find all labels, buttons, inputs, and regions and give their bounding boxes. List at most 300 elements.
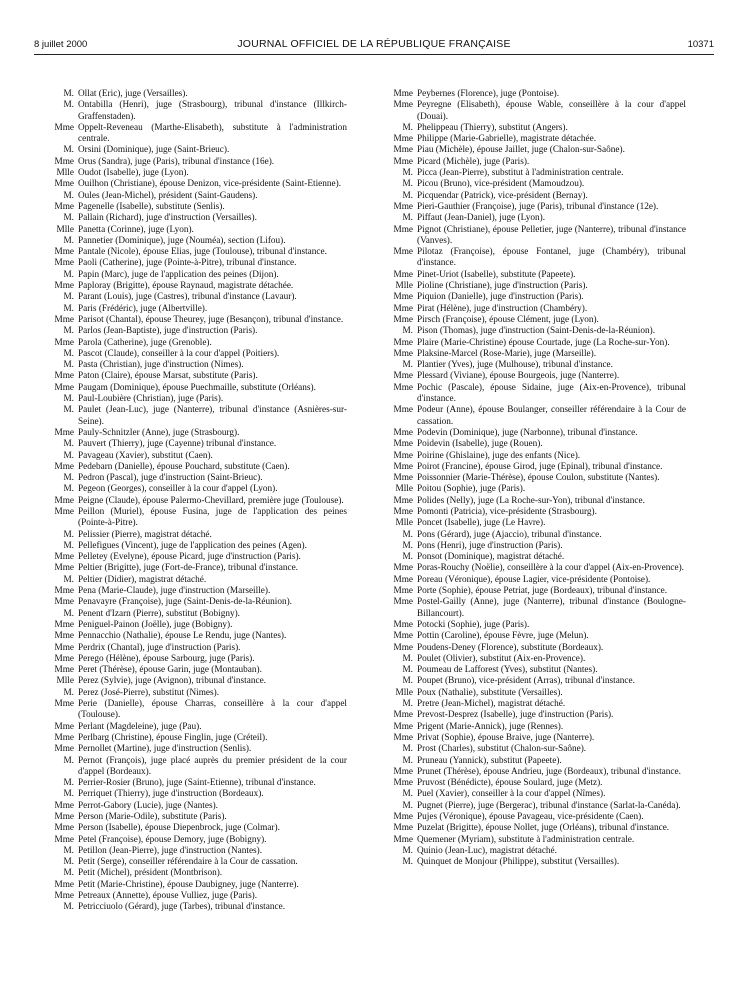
list-item (381, 552, 686, 563)
honorific: M. (63, 789, 74, 800)
entry-text: Perez (Sylvie), juge (Avignon), tribunal d'instance. (78, 676, 266, 687)
list-item (42, 857, 347, 868)
list-item (42, 439, 347, 450)
honorific: M. (63, 755, 74, 766)
list-item (42, 349, 347, 360)
list-item (381, 688, 686, 699)
list-item (42, 360, 347, 371)
entry-text: Pioline (Christiane), juge d'instruction (Paris). (417, 281, 588, 292)
entry-text: Picca (Jean-Pierre), substitut à l'administration centrale. (417, 168, 624, 179)
honorific: Mme (54, 812, 74, 822)
entry-text: Perlbarg (Christine), épouse Finglin, juge (Créteil). (78, 732, 268, 743)
entry-text: Prevost-Desprez (Isabelle), juge d'instruction (Paris). (417, 710, 614, 721)
list-item (381, 326, 686, 337)
entry-text: Prigent (Marie-Annick), juge (Rennes). (417, 721, 564, 732)
honorific: M. (63, 439, 74, 450)
honorific: Mme (393, 732, 413, 743)
entry-text: Perez (José-Pierre), substitut (Nimes). (78, 687, 220, 698)
list-item (381, 631, 686, 642)
entry-text: Picquendar (Patrick), vice-président (Bernay). (417, 190, 588, 201)
honorific: M. (402, 653, 413, 664)
entry-text: Perrier-Rosier (Bruno), juge (Saint-Etienne), tribunal d'instance. (78, 778, 316, 789)
honorific: M. (402, 755, 413, 766)
honorific: Mme (393, 812, 413, 822)
entry-text: Parola (Catherine), juge (Grenoble). (78, 337, 212, 348)
list-item (381, 349, 686, 360)
honorific: Mme (393, 145, 413, 156)
entry-text: Poudens-Deney (Florence), substitute (Bordeaux). (417, 642, 604, 653)
honorific: Mme (393, 314, 413, 325)
entry-text: Pelissier (Pierre), magistrat détaché. (78, 529, 212, 540)
list-item (42, 236, 347, 247)
list-item (42, 801, 347, 812)
entry-text: Pons (Henri), juge d'instruction (Paris). (417, 540, 563, 551)
honorific: M. (402, 122, 413, 133)
list-item (42, 281, 347, 292)
entry-text: Pomonti (Patricia), vice-présidente (Strasbourg). (417, 506, 597, 517)
honorific: Mme (54, 699, 74, 710)
entry-text: Pannetier (Dominique), juge (Nouméa), section (Lifou). (78, 235, 286, 246)
list-item (381, 586, 686, 597)
entry-text: Pignot (Christiane), épouse Pelletier, juge (Nanterre), tribunal d'instance (Vanves). (417, 224, 686, 246)
entry-text: Petreaux (Annette), épouse Vulliez, juge (Paris). (78, 891, 258, 902)
entry-text: Panetta (Corinne), juge (Lyon). (78, 224, 194, 235)
list-item (381, 428, 686, 439)
list-item (42, 823, 347, 834)
entry-text: Perrot-Gabory (Lucie), juge (Nantes). (78, 800, 218, 811)
entry-text: Petit (Serge), conseiller référendaire à la Cour de cassation. (78, 857, 298, 868)
entry-text: Pedron (Pascal), juge d'instruction (Saint-Brieuc). (78, 473, 263, 484)
list-item (381, 676, 686, 687)
list-item (42, 631, 347, 642)
list-item (381, 360, 686, 371)
honorific: M. (63, 326, 74, 337)
list-item (42, 789, 347, 800)
entry-text: Pirsch (Françoise), épouse Clément, juge (Lyon). (417, 314, 599, 325)
entry-text: Poitou (Sophie), juge (Paris). (417, 484, 526, 495)
honorific: Mme (54, 122, 74, 133)
list-item (381, 473, 686, 484)
list-item (381, 123, 686, 134)
entry-text: Pegeon (Georges), conseiller à la cour d'appel (Lyon). (78, 484, 278, 495)
right-column (381, 89, 686, 868)
honorific: Mme (54, 665, 74, 676)
list-item (42, 902, 347, 913)
honorific: Mme (54, 382, 74, 393)
entry-text: Pedebarn (Danielle), épouse Pouchard, substitute (Caen). (78, 461, 290, 472)
entry-text: Pagenelle (Isabelle), substitute (Senlis). (78, 201, 225, 212)
entry-text: Quinquet de Monjour (Philippe), substitut (Versailles). (417, 857, 620, 868)
list-item (381, 530, 686, 541)
entry-text: Poupet (Bruno), vice-président (Arras), tribunal d'instance. (417, 676, 635, 687)
entry-text: Potocki (Sophie), juge (Paris). (417, 619, 530, 630)
list-item (381, 89, 686, 100)
list-item (381, 202, 686, 213)
entry-text: Person (Marie-Odile), substitute (Paris). (78, 812, 227, 822)
list-item (42, 541, 347, 552)
list-item (42, 473, 347, 484)
list-item (381, 371, 686, 382)
honorific: Mme (393, 778, 413, 789)
list-item (381, 462, 686, 473)
honorific: M. (63, 303, 74, 314)
list-item (42, 292, 347, 303)
entry-text: Parant (Louis), juge (Castres), tribunal d'instance (Lavaur). (78, 292, 297, 303)
list-item (381, 575, 686, 586)
entry-text: Plaksine-Marcel (Rose-Marie), juge (Marseille). (417, 348, 597, 359)
honorific: M. (63, 100, 74, 111)
entry-text: Polides (Nelly), juge (La Roche-sur-Yon), tribunal d'instance. (417, 495, 645, 506)
honorific: M. (402, 529, 413, 540)
honorific: M. (63, 360, 74, 371)
honorific: M. (63, 292, 74, 303)
list-item (42, 394, 347, 405)
list-item (381, 756, 686, 767)
entry-text: Pena (Marie-Claude), juge d'instruction (Marseille). (78, 586, 271, 597)
honorific: M. (402, 857, 413, 868)
list-item (42, 609, 347, 620)
list-item (42, 145, 347, 156)
list-item (381, 405, 686, 428)
entry-text: Poirot (Francine), épouse Girod, juge (Epinal), tribunal d'instance. (417, 461, 663, 472)
list-item (42, 428, 347, 439)
honorific: M. (402, 699, 413, 710)
entry-text: Parisot (Chantal), épouse Theurey, juge (Besançon), tribunal d'instance. (78, 314, 344, 325)
entry-text: Pruneau (Yannick), substitut (Papeete). (417, 755, 562, 766)
honorific: M. (63, 213, 74, 224)
list-item (42, 315, 347, 326)
journal-title: JOURNAL OFFICIEL DE LA RÉPUBLIQUE FRANÇAISE (237, 38, 511, 50)
list-item (381, 846, 686, 857)
entry-text: Podeur (Anne), épouse Boulanger, conseiller référendaire à la Cour de cassation. (417, 405, 686, 427)
entry-text: Peybernes (Florence), juge (Pontoise). (417, 89, 560, 99)
entry-text: Podevin (Dominique), juge (Narbonne), tribunal d'instance. (417, 427, 638, 438)
list-item (42, 507, 347, 530)
honorific: M. (402, 676, 413, 687)
honorific: Mlle (395, 518, 413, 529)
entry-text: Penent d'Izarn (Pierre), substitut (Bobigny). (78, 608, 240, 619)
list-item (42, 462, 347, 473)
entry-text: Pruvost (Bénédicte), épouse Soulard, juge (Metz). (417, 778, 603, 789)
honorific: Mlle (395, 484, 413, 495)
list-item (381, 722, 686, 733)
entry-text: Privat (Sophie), épouse Braive, juge (Nanterre). (417, 732, 595, 743)
entry-text: Poreau (Véronique), épouse Lagier, vice-présidente (Pontoise). (417, 574, 651, 585)
honorific: Mme (54, 879, 74, 890)
entry-text: Pelletey (Evelyne), épouse Picard, juge d'instruction (Paris). (78, 552, 301, 563)
entry-text: Pochic (Pascale), épouse Sidaine, juge (Aix-en-Provence), tribunal d'instance. (417, 382, 686, 405)
entry-text: Ponsot (Dominique), magistrat détaché. (417, 552, 565, 563)
honorific: Mme (54, 247, 74, 258)
entry-text: Porte (Sophie), épouse Petriat, juge (Bordeaux), tribunal d'instance. (417, 586, 668, 597)
entry-text: Pascot (Claude), conseiller à la cour d'appel (Poitiers). (78, 348, 280, 359)
entry-text: Poissonnier (Marie-Thérèse), épouse Coulon, substitute (Nantes). (417, 473, 660, 484)
list-item (42, 733, 347, 744)
list-item (42, 213, 347, 224)
honorific: Mlle (395, 281, 413, 292)
list-item (42, 89, 347, 100)
honorific: Mme (54, 834, 74, 845)
honorific: M. (63, 540, 74, 551)
list-item (42, 744, 347, 755)
list-item (381, 507, 686, 518)
honorific: Mme (54, 563, 74, 574)
list-item (42, 225, 347, 236)
entry-text: Puzelat (Brigitte), épouse Nollet, juge (Orléans), tribunal d'instance. (417, 823, 670, 834)
list-item (42, 484, 347, 495)
issue-date: 8 juillet 2000 (34, 39, 88, 50)
entry-text: Perlant (Magdeleine), juge (Pau). (78, 721, 202, 732)
entry-text: Perego (Hélène), épouse Sarbourg, juge (Paris). (78, 653, 255, 664)
honorific: M. (63, 608, 74, 619)
honorific: M. (63, 473, 74, 484)
list-item (381, 225, 686, 248)
honorific: M. (402, 168, 413, 179)
entry-text: Postel-Gailly (Anne), juge (Nanterre), tribunal d'instance (Boulogne-Billancourt). (417, 597, 686, 619)
honorific: Mlle (395, 687, 413, 698)
honorific: M. (402, 665, 413, 676)
honorific: Mme (54, 721, 74, 732)
list-item (381, 451, 686, 462)
honorific: Mme (393, 495, 413, 506)
list-item (381, 145, 686, 156)
list-item (42, 371, 347, 382)
list-item (42, 123, 347, 146)
list-item (42, 575, 347, 586)
list-item (381, 292, 686, 303)
list-item (381, 304, 686, 315)
honorific: Mme (393, 348, 413, 359)
entry-text: Perie (Danielle), épouse Charras, conseillère à la cour d'appel (Toulouse). (78, 699, 347, 721)
list-item (42, 812, 347, 823)
list-item (42, 247, 347, 258)
list-item (42, 699, 347, 722)
honorific: M. (63, 348, 74, 359)
honorific: Mme (54, 619, 74, 630)
honorific: Mme (54, 552, 74, 563)
list-item (42, 338, 347, 349)
honorific: M. (402, 800, 413, 811)
entry-text: Pinet-Uriot (Isabelle), substitute (Papeete). (417, 269, 576, 280)
honorific: M. (402, 540, 413, 551)
honorific: Mme (393, 574, 413, 585)
list-item (381, 315, 686, 326)
honorific: Mme (54, 800, 74, 811)
entry-text: Poras-Rouchy (Noëlie), conseillère à la cour d'appel (Aix-en-Provence). (417, 563, 684, 574)
entry-text: Pernollet (Martine), juge d'instruction (Senlis). (78, 744, 252, 755)
honorific: Mme (54, 744, 74, 755)
list-item (42, 100, 347, 123)
entry-text: Pison (Thomas), juge d'instruction (Saint-Denis-de-la-Réunion). (417, 326, 656, 337)
entry-text: Pavageau (Xavier), substitut (Caen). (78, 450, 213, 461)
list-item (42, 597, 347, 608)
entry-text: Paris (Frédéric), juge (Albertville). (78, 303, 208, 314)
entry-text: Picard (Michèle), juge (Paris). (417, 156, 530, 167)
entry-text: Paoli (Catherine), juge (Pointe-à-Pitre), tribunal d'instance. (78, 258, 297, 269)
entry-text: Phelippeau (Thierry), substitut (Angers). (417, 122, 568, 133)
entry-text: Pujes (Véronique), épouse Pavageau, vice-présidente (Caen). (417, 812, 644, 822)
honorific: Mme (54, 179, 74, 190)
left-column (42, 89, 347, 914)
entry-text: Pallain (Richard), juge d'instruction (Versailles). (78, 213, 257, 224)
list-item (42, 846, 347, 857)
honorific: Mme (393, 100, 413, 111)
list-item (381, 191, 686, 202)
honorific: Mme (54, 258, 74, 269)
honorific: M. (63, 868, 74, 879)
list-item (381, 247, 686, 270)
entry-text: Peltier (Brigitte), juge (Fort-de-France), tribunal d'instance. (78, 563, 298, 574)
list-item (381, 835, 686, 846)
list-item (381, 643, 686, 654)
list-item (42, 383, 347, 394)
honorific: Mme (393, 427, 413, 438)
honorific: Mme (393, 201, 413, 212)
honorific: Mme (393, 834, 413, 845)
entry-text: Pennacchio (Nathalie), épouse Le Rendu, juge (Nantes). (78, 631, 287, 642)
honorific: Mme (54, 337, 74, 348)
list-item (381, 484, 686, 495)
honorific: Mme (393, 506, 413, 517)
entry-text: Plessard (Viviane), épouse Bourgeois, juge (Nanterre). (417, 371, 620, 382)
page-header (34, 37, 714, 53)
entry-text: Plaire (Marie-Christine) épouse Courtade, juge (La Roche-sur-Yon). (417, 337, 670, 348)
entry-text: Poumeau de Lafforest (Yves), substitut (Nantes). (417, 665, 598, 676)
list-item (42, 756, 347, 779)
honorific: Mme (393, 563, 413, 574)
honorific: Mme (54, 156, 74, 167)
entry-text: Peyregne (Elisabeth), épouse Wable, conseillère à la cour d'appel (Douai). (417, 100, 686, 122)
honorific: Mme (54, 891, 74, 902)
entry-text: Piau (Michèle), épouse Jaillet, juge (Chalon-sur-Saône). (417, 145, 625, 156)
honorific: Mme (54, 631, 74, 642)
entry-text: Peigne (Claude), épouse Palermo-Chevillard, première juge (Toulouse). (78, 495, 344, 506)
honorific: Mme (393, 461, 413, 472)
list-item (42, 552, 347, 563)
list-item (42, 643, 347, 654)
honorific: Mme (54, 597, 74, 608)
entry-text: Pirat (Hélène), juge d'instruction (Chambéry). (417, 303, 588, 314)
entry-text: Petit (Marie-Christine), épouse Daubigney, juge (Nanterre). (78, 879, 299, 890)
entry-text: Petricciuolo (Gérard), juge (Tarbes), tribunal d'instance. (78, 902, 286, 913)
entry-text: Poux (Nathalie), substitute (Versailles). (417, 687, 563, 698)
honorific: Mme (393, 303, 413, 314)
list-item (42, 676, 347, 687)
honorific: Mme (393, 631, 413, 642)
honorific: M. (63, 235, 74, 246)
entry-text: Piffaut (Jean-Daniel), juge (Lyon). (417, 213, 546, 224)
entry-text: Pauly-Schnitzler (Anne), juge (Strasbourg). (78, 427, 240, 438)
entry-text: Petit (Michel), président (Montbrison). (78, 868, 223, 879)
honorific: M. (63, 529, 74, 540)
list-item (381, 767, 686, 778)
entry-text: Petel (Françoise), épouse Demory, juge (Bobigny). (78, 834, 267, 845)
honorific: M. (63, 269, 74, 280)
entry-text: Quinio (Jean-Luc), magistrat détaché. (417, 845, 557, 856)
list-item (381, 744, 686, 755)
entry-text: Pottin (Caroline), épouse Fèvre, juge (Melun). (417, 631, 589, 642)
honorific: M. (63, 574, 74, 585)
honorific: Mme (393, 473, 413, 484)
honorific: M. (63, 484, 74, 495)
list-item (42, 157, 347, 168)
entry-text: Philippe (Marie-Gabrielle), magistrate détachée. (417, 134, 597, 145)
honorific: Mme (393, 156, 413, 167)
honorific: Mme (393, 597, 413, 608)
honorific: Mme (54, 506, 74, 517)
entry-text: Prost (Charles), substitut (Chalon-sur-Saône). (417, 744, 587, 755)
entry-text: Perdrix (Chantal), juge d'instruction (Paris). (78, 642, 241, 653)
entry-text: Pauvert (Thierry), juge (Cayenne) tribunal d'instance. (78, 439, 277, 450)
honorific: M. (402, 326, 413, 337)
list-item (42, 405, 347, 428)
honorific: Mme (393, 89, 413, 99)
entry-text: Pernot (François), juge placé auprès du premier président de la cour d'appel (Bordeaux). (78, 755, 347, 777)
entry-text: Orus (Sandra), juge (Paris), tribunal d'instance (16e). (78, 156, 275, 167)
entry-text: Pasta (Christian), juge d'instruction (Nimes). (78, 360, 244, 371)
list-item (381, 383, 686, 406)
honorific: Mme (393, 642, 413, 653)
entry-text: Pretre (Jean-Michel), magistrat détaché. (417, 699, 566, 710)
list-item (42, 451, 347, 462)
list-item (381, 270, 686, 281)
entry-text: Puel (Xavier), conseiller à la cour d'appel (Nîmes). (417, 789, 606, 800)
entry-text: Oudot (Isabelle), juge (Lyon). (78, 168, 189, 179)
honorific: M. (63, 778, 74, 789)
entry-text: Petillon (Jean-Pierre), juge d'instruction (Nantes). (78, 845, 263, 856)
honorific: Mme (54, 732, 74, 743)
entry-text: Poncet (Isabelle), juge (Le Havre). (417, 518, 546, 529)
honorific: Mme (393, 823, 413, 834)
honorific: Mme (393, 586, 413, 597)
list-item (42, 326, 347, 337)
entry-text: Prunet (Thérèse), épouse Andrieu, juge (Bordeaux), tribunal d'instance. (417, 766, 681, 777)
entry-text: Poirine (Ghislaine), juge des enfants (Nice). (417, 450, 581, 461)
list-item (42, 270, 347, 281)
honorific: Mme (393, 450, 413, 461)
entry-text: Orsini (Dominique), juge (Saint-Brieuc). (78, 145, 230, 156)
list-item (381, 733, 686, 744)
honorific: Mme (54, 642, 74, 653)
list-item (42, 202, 347, 213)
list-item (381, 134, 686, 145)
entry-text: Perriquet (Thierry), juge d'instruction (Bordeaux). (78, 789, 264, 800)
honorific: Mme (54, 314, 74, 325)
entry-text: Pilotaz (Françoise), épouse Fontanel, juge (Chambéry), tribunal d'instance. (417, 247, 686, 269)
list-item (42, 530, 347, 541)
entry-text: Person (Isabelle), épouse Diepenbrock, juge (Colmar). (78, 823, 280, 834)
entry-text: Oppelt-Reveneau (Marthe-Elisabeth), substitute à l'administration centrale. (78, 122, 347, 145)
list-item (381, 100, 686, 123)
honorific: M. (63, 394, 74, 405)
honorific: M. (402, 360, 413, 371)
honorific: M. (63, 450, 74, 461)
honorific: Mme (393, 337, 413, 348)
honorific: Mme (54, 495, 74, 506)
list-item (381, 699, 686, 710)
entry-text: Paploray (Brigitte), épouse Raynaud, magistrate détachée. (78, 281, 294, 292)
list-item (381, 541, 686, 552)
list-item (381, 710, 686, 721)
honorific: Mme (393, 439, 413, 450)
honorific: M. (63, 687, 74, 698)
list-item (381, 179, 686, 190)
list-item (42, 654, 347, 665)
honorific: M. (402, 789, 413, 800)
list-item (42, 304, 347, 315)
entry-text: Papin (Marc), juge de l'application des peines (Dijon). (78, 269, 279, 280)
honorific: Mme (393, 382, 413, 393)
